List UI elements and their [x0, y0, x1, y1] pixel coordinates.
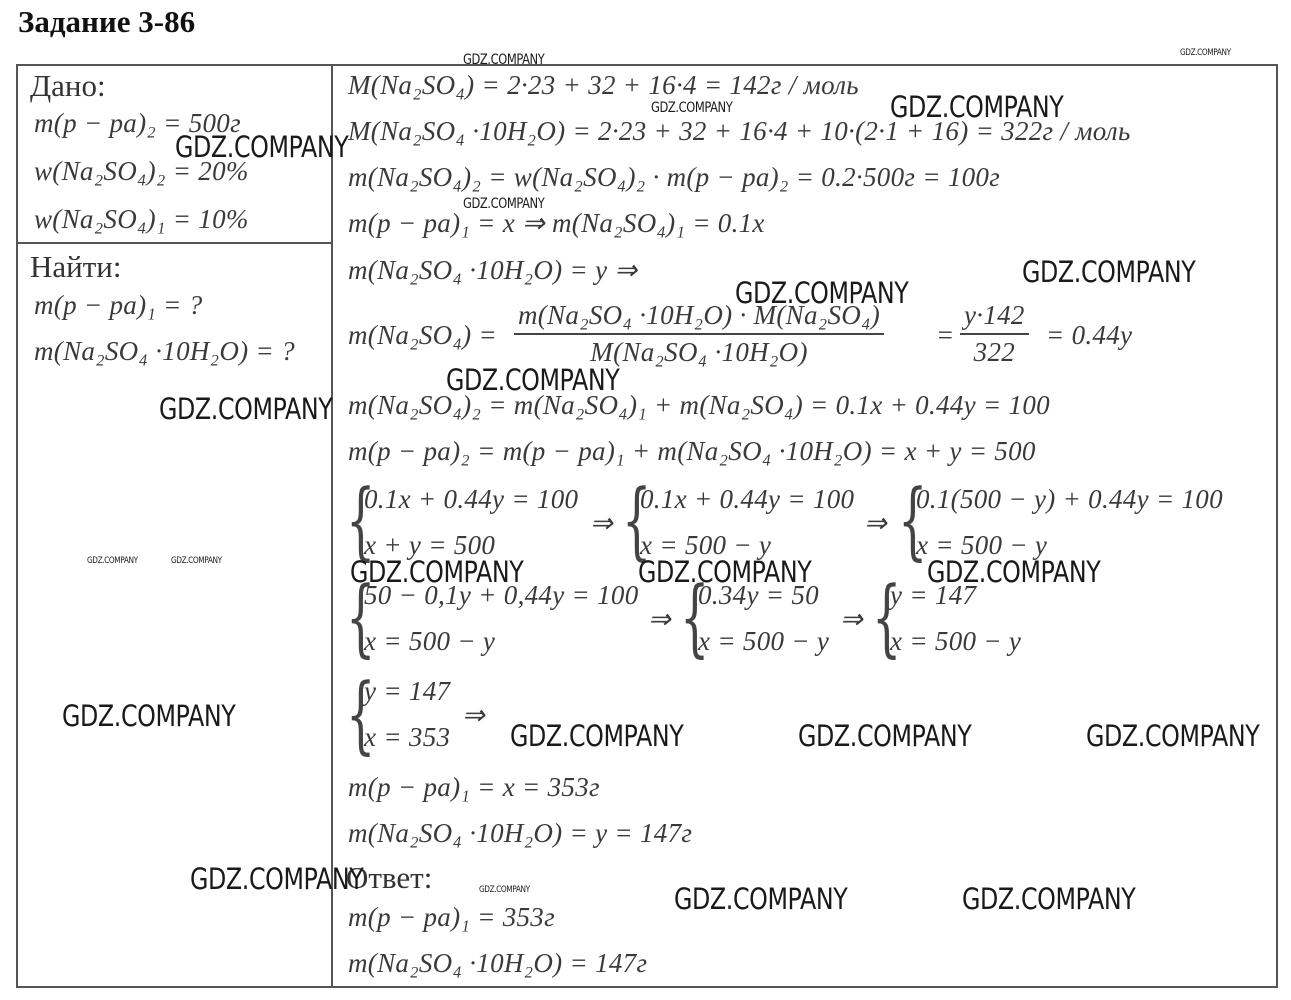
system-equation: x + y = 500 [364, 530, 496, 560]
watermark: GDZ.COMPANY [190, 862, 364, 896]
system-equation: 50 − 0,1y + 0,44y = 100 [364, 580, 639, 610]
find-header: Найти: [30, 249, 122, 284]
watermark: GDZ.COMPANY [638, 555, 812, 589]
watermark: GDZ.COMPANY [175, 130, 349, 164]
watermark: GDZ.COMPANY [927, 555, 1101, 589]
implies-arrow: ⇒ [648, 604, 671, 634]
implies-arrow: ⇒ [864, 508, 887, 538]
fraction-main [514, 300, 884, 368]
answer-header: Ответ: [346, 860, 433, 895]
system-brace: { [346, 471, 376, 569]
implies-arrow: ⇒ [840, 604, 863, 634]
system-equation: 0.1(500 − y) + 0.44y = 100 [916, 484, 1223, 514]
system-brace: { [872, 568, 902, 666]
answer-line: m(Na₂SO₄ ·10H₂O) = 147г [348, 948, 648, 978]
watermark: GDZ.COMPANY [1086, 719, 1260, 753]
fraction-denominator: M(Na₂SO₄ ·10H₂O) [590, 337, 808, 367]
watermark: GDZ.COMPANY [350, 555, 524, 589]
system-brace: { [346, 665, 376, 763]
fraction-result: = 0.44y [1046, 320, 1133, 350]
fraction-denominator: 322 [973, 337, 1016, 367]
watermark: GDZ.COMPANY [87, 556, 138, 566]
fraction-numerator: y·142 [960, 300, 1029, 335]
given-header: Дано: [30, 68, 106, 103]
system-equation: 0.1x + 0.44y = 100 [640, 484, 855, 514]
implies-arrow: ⇒ [462, 700, 485, 730]
solution-line: m(Na₂SO₄ ·10H₂O) = y ⇒ [348, 255, 638, 285]
system-equation: x = 500 − y [890, 626, 1022, 656]
find-item: m(Na₂SO₄ ·10H₂O) = ? [34, 336, 295, 366]
system-equation: x = 500 − y [364, 626, 496, 656]
fraction-numerator: m(Na₂SO₄ ·10H₂O) · M(Na₂SO₄) [514, 300, 884, 335]
given-item: w(Na₂SO₄)₁ = 10% [34, 204, 249, 234]
watermark: GDZ.COMPANY [171, 556, 222, 566]
given-find-divider [16, 242, 333, 244]
watermark: GDZ.COMPANY [62, 699, 236, 733]
system-equation: x = 353 [364, 722, 451, 752]
given-item: w(Na₂SO₄)₂ = 20% [34, 156, 249, 186]
system-equation: y = 147 [364, 676, 451, 706]
find-item: m(p − pa)₁ = ? [34, 290, 203, 320]
solution-line: m(Na₂SO₄)₂ = w(Na₂SO₄)₂ · m(p − pa)₂ = 0.2·500г = 100г [348, 162, 1001, 192]
solution-line: M(Na₂SO₄ ·10H₂O) = 2·23 + 32 + 16·4 + 10·(2·1 + 16) = 322г / моль [348, 116, 1131, 146]
system-brace: { [680, 568, 710, 666]
answer-line: m(p − pa)₁ = 353г [348, 902, 555, 932]
fraction-lhs: m(Na₂SO₄) = [348, 320, 498, 350]
system-equation: 0.1x + 0.44y = 100 [364, 484, 579, 514]
watermark: GDZ.COMPANY [446, 363, 620, 397]
solution-line: M(Na₂SO₄) = 2·23 + 32 + 16·4 = 142г / моль [348, 70, 859, 100]
fraction-numeric [960, 300, 1029, 368]
watermark: GDZ.COMPANY [890, 90, 1064, 124]
result-line: m(p − pa)₁ = x = 353г [348, 772, 600, 802]
system-brace: { [346, 568, 376, 666]
system-equation: 0.34y = 50 [698, 580, 819, 610]
implies-arrow: ⇒ [590, 508, 613, 538]
watermark: GDZ.COMPANY [510, 719, 684, 753]
watermark: GDZ.COMPANY [479, 885, 530, 895]
watermark: GDZ.COMPANY [463, 196, 545, 212]
watermark: GDZ.COMPANY [674, 882, 848, 916]
column-divider [331, 64, 333, 988]
solution-line: m(p − pa)₂ = m(p − pa)₁ + m(Na₂SO₄ ·10H₂O) = x + y = 500 [348, 436, 1036, 466]
task-title: Задание 3-86 [18, 4, 196, 39]
watermark: GDZ.COMPANY [1180, 48, 1231, 58]
watermark: GDZ.COMPANY [735, 276, 909, 310]
system-equation: x = 500 − y [698, 626, 830, 656]
solution-line: m(Na₂SO₄)₂ = m(Na₂SO₄)₁ + m(Na₂SO₄) = 0.1x + 0.44y = 100 [348, 390, 1050, 420]
watermark: GDZ.COMPANY [798, 719, 972, 753]
watermark: GDZ.COMPANY [962, 882, 1136, 916]
watermark: GDZ.COMPANY [651, 100, 733, 116]
system-brace: { [898, 471, 928, 569]
watermark: GDZ.COMPANY [159, 392, 333, 426]
system-equation: x = 500 − y [916, 530, 1048, 560]
solution-line: m(p − pa)₁ = x ⇒ m(Na₂SO₄)₁ = 0.1x [348, 208, 765, 238]
system-equation: y = 147 [890, 580, 977, 610]
system-brace: { [622, 471, 652, 569]
watermark: GDZ.COMPANY [1022, 255, 1196, 289]
fraction-equals: = [936, 320, 955, 350]
watermark: GDZ.COMPANY [463, 52, 545, 68]
result-line: m(Na₂SO₄ ·10H₂O) = y = 147г [348, 818, 693, 848]
given-item: m(p − pa)₂ = 500г [34, 108, 241, 138]
system-equation: x = 500 − y [640, 530, 772, 560]
